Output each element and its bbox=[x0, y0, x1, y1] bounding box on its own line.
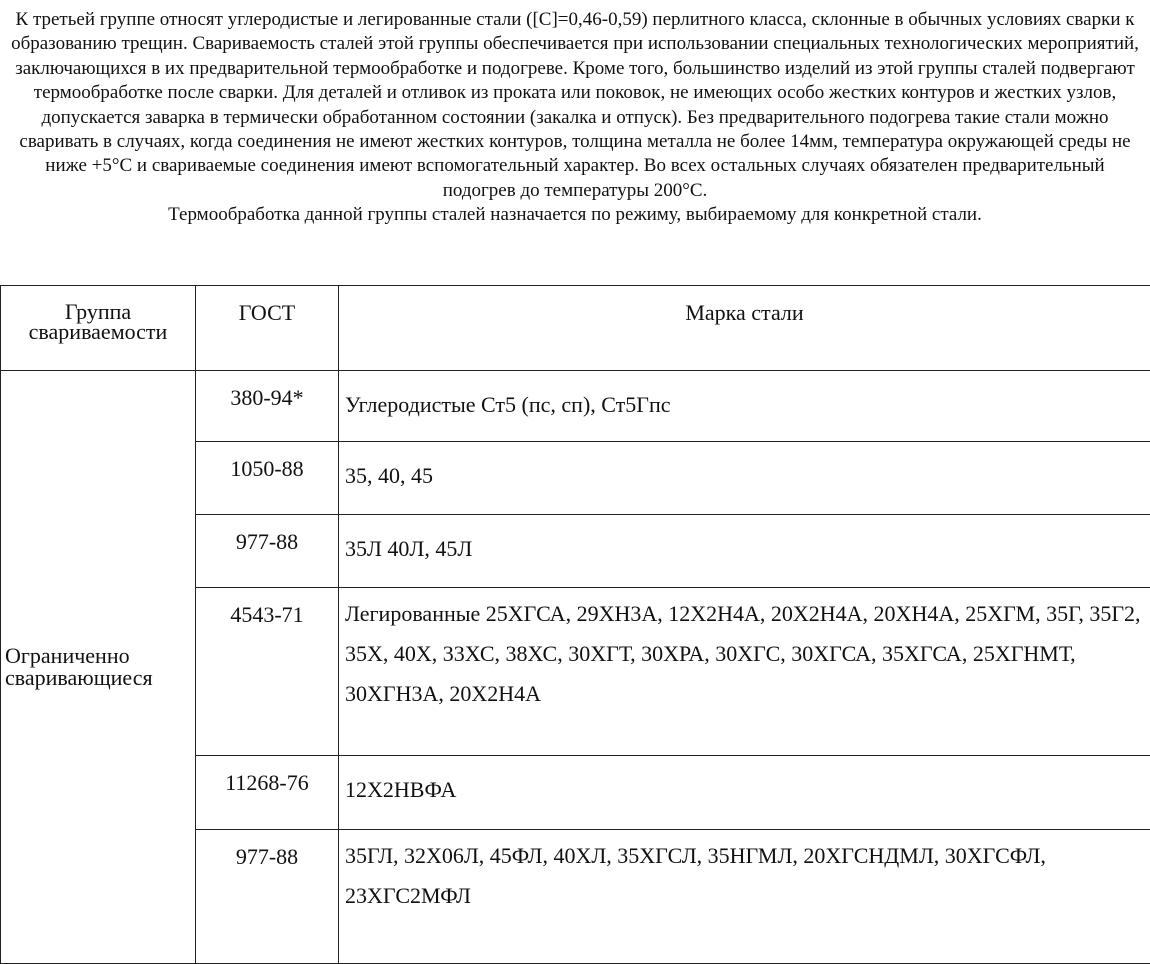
table-header-row bbox=[1, 286, 1150, 371]
gost-cell: 977-88 bbox=[196, 515, 339, 588]
steel-grade-cell: 35Л 40Л, 45Л bbox=[339, 515, 1150, 588]
intro-paragraph: К третьей группе относят углеродистые и легированные стали ([C]=0,46-0,59) перлитного класса, склонные в обычных условиях сварки к образованию трещин. Свариваемость сталей этой группы обеспечивается при использовании специальных технологических мероприятий, заключающихся в их предварительной термообработке и подогреве. Кроме того, большинство изделий из этой группы сталей подвергают термообработке после сварки. Для деталей и отливок из проката или поковок, не имеющих особо жестких контуров и жестких узлов, допускается заварка в термически обработанном состоянии (закалка и отпуск). Без предварительного подогрева такие стали можно сваривать в случаях, когда соединения не имеют жестких контуров, толщина металла не более 14мм, температура окружающей среды не ниже +5°C и свариваемые соединения имеют вспомогательный характер. Во всех остальных случаях обязателен предварительный подогрев до температуры 200°C. bbox=[8, 8, 1142, 203]
header-steel-grade: Марка стали bbox=[339, 286, 1150, 371]
steel-grade-cell: 12Х2НВФА bbox=[339, 756, 1150, 830]
gost-cell: 380-94* bbox=[196, 371, 339, 442]
gost-cell: 4543-71 bbox=[196, 588, 339, 756]
gost-cell: 11268-76 bbox=[196, 756, 339, 830]
header-gost: ГОСТ bbox=[196, 286, 339, 371]
weldability-group-cell: Ограниченно сваривающиеся bbox=[1, 371, 196, 964]
steel-grade-cell: Легированные 25ХГСА, 29ХН3А, 12Х2Н4А, 20Х2Н4А, 20ХН4А, 25ХГМ, 35Г, 35Г2, 35Х, 40Х, 33ХС, 38ХС, 30ХГТ, 30ХРА, 30ХГС, 30ХГСА, 35ХГСА, 25ХГНМТ, 30ХГН3А, 20Х2Н4А bbox=[339, 588, 1150, 756]
gost-cell: 977-88 bbox=[196, 830, 339, 964]
steel-grade-cell: 35, 40, 45 bbox=[339, 442, 1150, 515]
steel-grade-cell: Углеродистые Ст5 (пс, сп), Ст5Гпс bbox=[339, 371, 1150, 442]
steel-weldability-table bbox=[0, 285, 1150, 964]
steel-grade-cell: 35ГЛ, 32Х06Л, 45ФЛ, 40ХЛ, 35ХГСЛ, 35НГМЛ, 20ХГСНДМЛ, 30ХГСФЛ, 23ХГС2МФЛ bbox=[339, 830, 1150, 964]
header-weldability-group: Группа свариваемости bbox=[1, 286, 196, 371]
gost-cell: 1050-88 bbox=[196, 442, 339, 515]
intro-paragraph-heat-treatment: Термообработка данной группы сталей назначается по режиму, выбираемому для конкретной стали. bbox=[8, 203, 1142, 227]
intro-text bbox=[8, 8, 1142, 228]
table-row bbox=[1, 371, 1150, 442]
